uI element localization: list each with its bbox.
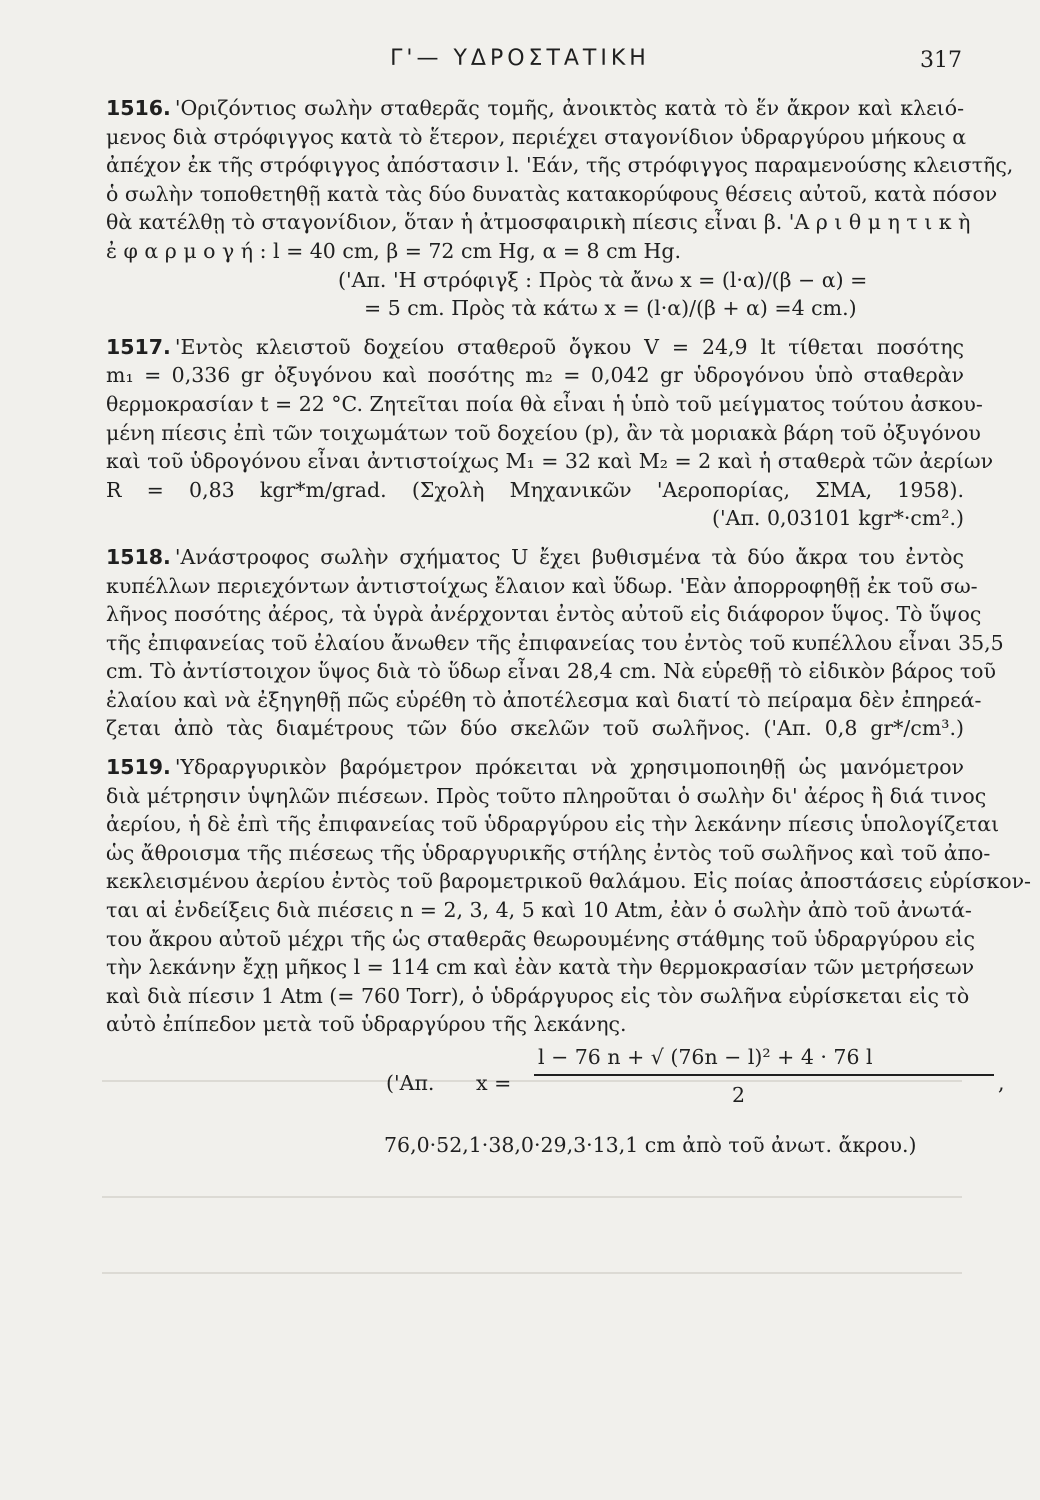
problem-line: κυπέλλων περιεχόντων ἀντιστοίχως ἔλαιον καὶ ὕδωρ. 'Εὰν ἀπορροφηθῇ ἐκ τοῦ σω- [106,573,978,598]
formula-numerator: l − 76 n + √ (76n − l)² + 4 · 76 l [538,1045,873,1069]
problem-line: ἀερίου, ἡ δὲ ἐπὶ τῆς ἐπιφανείας τοῦ ὑδραργύρου εἰς τὴν λεκάνην πίεσις ὑπολογίζεται [106,812,1000,837]
page-content [106,94,1031,1170]
answer-formula [106,1043,1005,1131]
problem-line: ὡς ἄθροισμα τῆς πιέσεως τῆς ὑδραργυρικῆς στήλης ἐντὸς τοῦ σωλῆνος καὶ τοῦ ἀπο- [106,840,991,865]
problem-line: καὶ διὰ πίεσιν 1 Atm (= 760 Torr), ὁ ὑδράργυρος εἰς τὸν σωλῆνα εὑρίσκεται εἰς τὸ [106,983,970,1008]
problem-1516 [106,94,1014,323]
formula-comma: , [998,1071,1005,1095]
bleed-through-line [102,1196,962,1198]
problem-line: m₁ = 0,336 gr ὀξυγόνου καὶ ποσότης m₂ = 0,042 gr ὑδρογόνου ὑπὸ σταθερὰν [106,363,964,388]
problem-line: 1517. 'Εντὸς κλειστοῦ δοχείου σταθεροῦ ὄγκου V = 24,9 lt τίθεται ποσότης [106,334,964,359]
problem-line: θὰ κατέλθῃ τὸ σταγονίδιον, ὅταν ἡ ἀτμοσφαιρικὴ πίεσις εἶναι β. 'Α ρ ι θ μ η τ ι κ ὴ [106,210,971,235]
problem-number: 1519. [106,755,171,780]
formula-lhs: x = [476,1071,512,1095]
problem-1518 [106,543,1004,743]
problem-1517 [106,333,994,533]
problem-line: R = 0,83 kgr*m/grad. (Σχολὴ Μηχανικῶν 'Αεροπορίας, ΣΜΑ, 1958). [106,477,964,502]
problem-number: 1517. [106,334,171,359]
problem-line: καὶ τοῦ ὑδρογόνου εἶναι ἀντιστοίχως M₁ = 32 καὶ M₂ = 2 καὶ ἡ σταθερὰ τῶν ἀερίων [106,449,994,474]
problem-line: ἀπέχον ἐκ τῆς στρόφιγγος ἀπόστασιν l. 'Εάν, τῆς στρόφιγγος παραμενούσης κλειστῆς, [106,153,1014,178]
problem-line: ὁ σωλὴν τοποθετηθῇ κατὰ τὰς δύο δυνατὰς κατακορύφους θέσεις αὐτοῦ, κατὰ πόσον [106,181,998,206]
formula-denominator: 2 [732,1083,746,1107]
problem-line: μένη πίεσις ἐπὶ τῶν τοιχωμάτων τοῦ δοχείου (p), ἂν τὰ μοριακὰ βάρη τοῦ ὀξυγόνου [106,420,981,445]
running-header: Γ'— ΥΔΡΟΣΤΑΤΙΚΗ [390,46,650,71]
problem-line: μενος διὰ στρόφιγγος κατὰ τὸ ἕτερον, περιέχει σταγονίδιον ὑδραργύρου μήκους α [106,124,967,149]
problem-line: τῆς ἐπιφανείας τοῦ ἐλαίου ἄνωθεν τῆς ἐπιφανείας του ἐντὸς τοῦ κυπέλλου εἶναι 35,5 [106,630,1004,655]
problem-line: 1519. 'Υδραργυρικὸν βαρόμετρον πρόκειται νὰ χρησιμοποιηθῇ ὡς μανόμετρον [106,755,964,780]
problem-number: 1516. [106,96,171,120]
problem-line: 1516. 'Οριζόντιος σωλὴν σταθερᾶς τομῆς, ἀνοικτὸς κατὰ τὸ ἕν ἄκρον καὶ κλειό- [106,96,964,120]
problem-line: του ἄκρου αὐτοῦ μέχρι τῆς ὡς σταθερᾶς θεωρουμένης στάθμης τοῦ ὑδραργύρου εἰς [106,926,975,951]
problem-line: cm. Τὸ ἀντίστοιχον ὕψος διὰ τὸ ὕδωρ εἶναι 28,4 cm. Νὰ εὑρεθῇ τὸ εἰδικὸν βάρος τοῦ [106,659,996,684]
answer-line: ('Απ. 0,03101 kgr*·cm².) [712,506,964,531]
fraction-bar [534,1074,994,1076]
problem-line: ται αἱ ἐνδείξεις διὰ πιέσεις n = 2, 3, 4, 5 καὶ 10 Atm, ἐὰν ὁ σωλὴν ἀπὸ τοῦ ἀνωτά- [106,898,972,923]
problem-1519 [106,753,1031,1160]
answer-values: 76,0·52,1·38,0·29,3·13,1 cm ἀπὸ τοῦ ἀνωτ. ἄκρου.) [384,1133,917,1157]
problem-number: 1518. [106,544,171,569]
answer-lead: ('Απ. [386,1071,435,1095]
problem-line: διὰ μέτρησιν ὑψηλῶν πιέσεων. Πρὸς τοῦτο πληροῦται ὁ σωλὴν δι' ἀέρος ἢ διά τινος [106,783,987,808]
answer-line: ('Απ. 'Η στρόφιγξ : Πρὸς τὰ ἄνω x = (l·α)/(β − α) = [338,267,868,292]
answer-line: = 5 cm. Πρὸς τὰ κάτω x = (l·α)/(β + α) =4 cm.) [364,296,857,321]
problem-line: ἐλαίου καὶ νὰ ἐξηγηθῇ πῶς εὑρέθη τὸ ἀποτέλεσμα καὶ διατί τὸ πείραμα δὲν ἐπηρεά- [106,687,982,712]
page-number: 317 [920,48,962,73]
problem-line: ἐ φ α ρ μ ο γ ή : l = 40 cm, β = 72 cm Hg, α = 8 cm Hg. [106,238,682,263]
problem-line: τὴν λεκάνην ἔχῃ μῆκος l = 114 cm καὶ ἐὰν κατὰ τὴν θερμοκρασίαν τῶν μετρήσεων [106,955,975,980]
problem-line: 1518. 'Ανάστροφος σωλὴν σχήματος U ἔχει βυθισμένα τὰ δύο ἄκρα του ἐντὸς [106,544,964,569]
problem-line: λῆνος ποσότης ἀέρος, τὰ ὑγρὰ ἀνέρχονται ἐντὸς αὐτοῦ εἰς διάφορον ὕψος. Τὸ ὕψος [106,602,982,627]
problem-line: ζεται ἀπὸ τὰς διαμέτρους τῶν δύο σκελῶν τοῦ σωλῆνος. ('Απ. 0,8 gr*/cm³.) [106,716,964,741]
bleed-through-line [102,1272,962,1274]
problem-line: κεκλεισμένου ἀερίου ἐντὸς τοῦ βαρομετρικοῦ θαλάμου. Εἰς ποίας ἀποστάσεις εὑρίσκον- [106,869,1031,894]
problem-line: αὐτὸ ἐπίπεδον μετὰ τοῦ ὑδραργύρου τῆς λεκάνης. [106,1012,627,1037]
problem-line: θερμοκρασίαν t = 22 °C. Ζητεῖται ποία θὰ εἶναι ἡ ὑπὸ τοῦ μείγματος τούτου ἀσκου- [106,391,983,416]
